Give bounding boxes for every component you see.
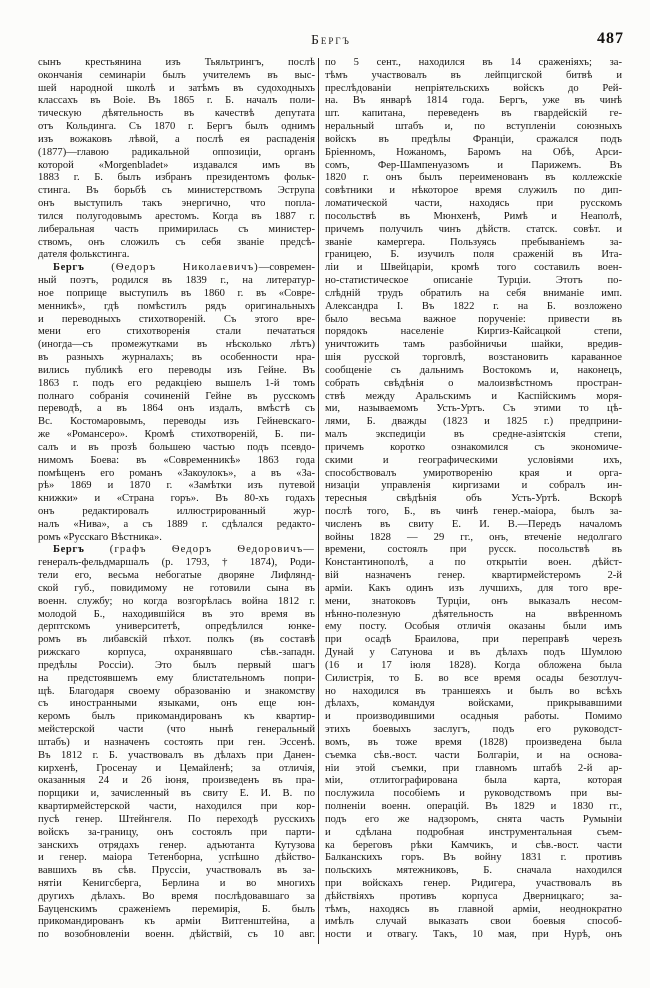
text-line: Бріенномъ, Ножаномъ, Баромъ на Обѣ, Арси- (325, 146, 622, 158)
text-line: времени, состоялъ при русск. посольствѣ въ (325, 544, 622, 556)
text-line: съ иностранными языками, онъ еще юн- (38, 698, 315, 710)
text-line: полненіи военн. операцій. Въ 1829 и 1830 гг., (325, 801, 622, 813)
text-line: на предстоявшемъ ему блистательномъ попри- (38, 672, 315, 684)
text-line: Александра I. Въ 1822 г. на Б. возложено (325, 300, 622, 312)
text-line: и сдѣлана подробная инструментальная съем- (325, 826, 622, 838)
entry-headword: Бергъ (53, 544, 85, 556)
text-line: лями, Б. дважды (1823 и 1825 г.) предприни- (325, 416, 622, 428)
text-line: молодой Б., находившійся въ это время въ (38, 608, 315, 620)
text-line: на. Въ январѣ 1814 года. Бергъ, уже въ чинѣ (325, 95, 622, 107)
text-line: (иногда—съ промежутками въ нѣсколько лѣтъ) (38, 339, 315, 351)
text-line: (16 и 17 іюля 1828). Когда обложена была (325, 659, 622, 671)
text-line: отъ Кольдинга. Съ 1870 г. Бергъ былъ однимъ (38, 121, 315, 133)
text-line: границею, Б. изучилъ поля сраженій въ Ита- (325, 249, 622, 261)
text-line: ломатической части, находясь при русскомъ (325, 198, 622, 210)
text-line: и переводныхъ стихотвореній. Съ этого вре- (38, 313, 315, 325)
text-line: Бергъ (Ѳедоръ Николаевичъ)—современ- (53, 262, 315, 274)
text-line: ка береговъ рѣки Камчикъ, и сѣв.-вост. части (325, 839, 622, 851)
text-line: ствомъ, онъ сложилъ съ себя званіе предсѣ- (38, 236, 315, 248)
text-line: уничтожить тамъ разбойничьи шайки, вредив- (325, 339, 622, 351)
text-line: генералъ-фельдмаршалъ (р. 1793, † 1874), Роди- (38, 557, 315, 569)
text-line: слѣдній трудъ обратилъ на себя вниманіе имп. (325, 287, 622, 299)
text-line: ской губ., повидимому не готовили сына въ (38, 582, 315, 594)
text-line: квартирмейстерской части, находился при кор- (38, 801, 315, 813)
text-line: вомъ, въ тоже время (1828) произведена была (325, 736, 622, 748)
text-line: либеральная часть примирилась съ министер- (38, 223, 315, 235)
text-line: сомъ, Фер-Шампенуазомъ и Парижемъ. Въ (325, 159, 622, 171)
text-line: совѣтники и нѣкоторое время служилъ по дип- (325, 185, 622, 197)
column-divider-rule (318, 58, 319, 944)
text-line: оказанныя 24 и 26 іюня, произведенъ въ пра- (38, 775, 315, 787)
text-line: ніи этой съемки, при главномъ штабѣ 2-й ар- (325, 762, 622, 774)
text-line: сообщеніе съ дальнимъ Востокомъ и, наконецъ, (325, 364, 622, 376)
text-line: нѣнно-полезную дѣятельность на ввѣренномъ (325, 608, 622, 620)
text-line: кирхенѣ, Гросенау и Цемайленѣ; за отличія, (38, 762, 315, 774)
text-line: которой «Morgenbladet» издавался имъ въ (38, 159, 315, 171)
text-line: міи, отлитографирована была карта, которая (325, 775, 622, 787)
text-line: войны 1828 — 29 гг., онъ, втеченіе недолгаго (325, 531, 622, 543)
text-line: и генер. маіора Тетенборна, успѣшно дѣйство- (38, 852, 315, 864)
text-line: вій назначенъ генер. квартирмейстеромъ 2-й (325, 570, 622, 582)
text-line: этихъ боевыхъ заслугъ, подъ его руководст- (325, 724, 622, 736)
text-line: но-статистическое описаніе Турціи. Этотъ по- (325, 275, 622, 287)
text-line: при осадѣ Браилова, при переправѣ черезъ (325, 634, 622, 646)
text-line: шт. капитана, переведенъ въ гвардейскій ге- (325, 108, 622, 120)
text-line: арміи. Какъ одинъ изъ лучшихъ, для того вре- (325, 582, 622, 594)
text-line: имѣлъ случай выказать свои боевыя способ- (325, 916, 622, 928)
text-line: занскихъ отрядахъ генер. адъютанта Кутузова (38, 839, 315, 851)
text-line: послужила пособіемъ и руководствомъ при вы- (325, 788, 622, 800)
text-line: нятіи Кенигсберга, Берлина и во многихъ (38, 878, 315, 889)
text-line: классахъ въ Boie. Въ 1865 г. Б. началъ поли- (38, 95, 315, 107)
text-line: и производившими осадныя работы. Помимо (325, 711, 622, 723)
text-line: причемъ получилъ чинъ дѣйств. статск. совѣт. и (325, 223, 622, 235)
text-line: полнаго собранія сочиненій Гейне въ русскомъ (38, 390, 315, 402)
text-line: тѣмъ участвовалъ въ лейпцигской битвѣ и (325, 69, 622, 81)
text-line: стинга. Въ борьбѣ съ министерствомъ Эструпа (38, 185, 315, 197)
text-line: порщики и, зачисленный въ свиту Е. И. В. по (38, 788, 315, 800)
text-line: при войскахъ генер. Ридигера, участвовалъ въ (325, 878, 622, 889)
text-line: въ разныхъ журналахъ; въ особенности нра- (38, 352, 315, 364)
page-header (38, 30, 624, 52)
text-column-left (38, 57, 315, 942)
text-line: шей народной школѣ и затѣмъ въ судоходныхъ (38, 82, 315, 94)
page-number: 487 (597, 30, 624, 47)
text-line: ности и отвагу. Такъ, 10 мая, при Нурѣ, онъ (325, 929, 622, 941)
text-line: съемка сѣв.-вост. части Болгаріи, и на основа- (325, 749, 622, 761)
text-line: Силистрія, то Б. во все время осады безотлуч- (325, 672, 622, 684)
text-line: ромъ «Русскаго Вѣстника». (38, 531, 162, 543)
text-line: 1883 г. Б. былъ избранъ президентомъ фольк- (38, 172, 315, 184)
text-line: войскъ за-границу, онъ состоялъ при парти- (38, 826, 315, 838)
text-line: низаціи управленія киргизами и собралъ ин- (325, 480, 622, 492)
text-line: предѣлы Россіи). Это былъ первый шагъ (38, 659, 315, 671)
text-line: ное поприще выступилъ въ 1860 г. въ «Совре- (38, 287, 315, 299)
text-line: численъ въ свиту Е. И. В.—Передъ началомъ (325, 518, 622, 530)
text-line: тическую дѣятельность въ качествѣ депутата (38, 108, 315, 120)
text-line: (1877)—главою радикальной оппозиціи, органъ (38, 146, 315, 158)
text-line: посольствѣ въ Мюнхенѣ, Римѣ и Неаполѣ, (325, 210, 622, 222)
text-line: Бауценскимъ сраженіемъ перемирія, Б. былъ (38, 903, 315, 915)
text-line: Константинополѣ, а по открытіи воен. дѣйст- (325, 557, 622, 569)
text-line: порядокъ населеніе Киргиз-Кайсацкой степи, (325, 326, 622, 338)
text-line: по 5 сент., находился въ 14 сраженіяхъ; за- (325, 57, 622, 68)
text-line: способствовалъ умиротворенію края и орга- (325, 467, 622, 479)
text-line: переводѣ, а въ 1864 онъ издалъ, вмѣстѣ съ (38, 403, 315, 415)
text-line: мени, знатоковъ Турціи, онъ выказалъ несом- (325, 595, 622, 607)
text-line: малъ экспедиціи въ средне-азіятскія степи, (325, 429, 622, 441)
running-title: Бергъ (311, 32, 351, 47)
text-line: ему посту. Особыя отличія оказаны были имъ (325, 621, 622, 633)
text-line: дателя фолькстинга. (38, 249, 130, 261)
text-column-right (325, 57, 622, 942)
text-line: войскъ въ предѣлы Франціи, сражался подъ (325, 133, 622, 145)
text-line: ный поэтъ, родился въ 1839 г., на литератур- (38, 275, 315, 287)
text-line: шія русской торговлѣ, возстановить караванное (325, 352, 622, 364)
text-line: собрать свѣдѣнія о малоизвѣстномъ простран- (325, 377, 622, 389)
text-line: сынъ крестьянина изъ Тьяльтрингъ, послѣ (38, 57, 315, 68)
text-line: дерптскомъ университетѣ, опредѣлился юнке- (38, 621, 315, 633)
entry-headword: Бергъ (53, 262, 85, 274)
text-line: онъ редактировалъ иллюстрированный жур- (38, 505, 315, 517)
text-line: окончанія семинаріи былъ учителемъ въ выс- (38, 69, 315, 81)
text-line: польскихъ мятежниковъ, Б. сначала находился (325, 865, 622, 877)
text-line: ліи и Швейцаріи, кромѣ того составилъ воен- (325, 262, 622, 274)
text-line: причемъ коротко ознакомился съ экономиче- (325, 441, 622, 453)
text-line: по возобновленіи военн. дѣйствій, съ 10 авг. (38, 929, 315, 941)
text-line: Дунай у Сатунова и въ дѣлахъ подъ Шумлою (325, 647, 622, 659)
text-line: рѣ» 1869 и 1870 г. «Замѣтки изъ путевой (38, 480, 315, 492)
text-line: подъ его же надзоромъ, снята часть Румыніи (325, 813, 622, 825)
text-line: другихъ дѣлахъ. Во время послѣдовавшаго за (38, 890, 315, 902)
entry-name-spaced: (Ѳедоръ Николаевичъ) (84, 262, 259, 274)
text-line: вавшихъ въ сѣв. Пруссіи, участвовалъ въ за- (38, 865, 315, 877)
text-line: щѣ. Благодаря своему образованію и знакомству (38, 685, 315, 697)
text-line: вились публикѣ его переводы изъ Гейне. Въ (38, 364, 315, 376)
text-line (38, 544, 315, 557)
text-line: книжки» и «Страна горъ». Въ 80-хъ годахъ (38, 493, 315, 505)
text-line: дѣлахъ, командуя войсками, прикрывавшими (325, 698, 622, 710)
text-line: мени его стихотворенія стали печататься (38, 326, 315, 338)
text-line: изъ вожаковъ лѣвой, а послѣ ея распаденія (38, 133, 315, 145)
text-line: скими и географическими условіями ихъ, (325, 454, 622, 466)
text-line: военн. службу; но когда возгорѣлась война 1812 г. (38, 595, 315, 607)
text-line: мейстерской части (что нынѣ генеральный (38, 724, 315, 736)
text-line: прикомандированъ къ арміи Витгенштейна, а (38, 916, 315, 928)
text-line: же «Романсеро». Кромѣ стихотвореній, Б. пи- (38, 429, 315, 441)
text-line: послѣ того, Б., въ чинѣ генер.-маіора, былъ за- (325, 505, 622, 517)
text-line: преслѣдованіи непріятельскихъ войскъ до Рей- (325, 82, 622, 94)
text-line: неральный штабъ и, по вступленіи союзныхъ (325, 121, 622, 133)
text-line: керомъ былъ прикомандированъ къ квартир- (38, 711, 315, 723)
text-line: но находился въ траншеяхъ и былъ во всѣхъ (325, 685, 622, 697)
text-line: ромъ въ либавскій пѣхот. полкъ (въ составѣ (38, 634, 315, 646)
text-line: рижскаго корпуса, охранявшаго сѣв.-западн. (38, 647, 315, 659)
text-line: дѣйствіяхъ противъ корпуса Дверницкаго; за- (325, 890, 622, 902)
text-line: званіе камергера. Пользуясь пребываніемъ за- (325, 236, 622, 248)
text-line: салъ и въ прозѣ большею частью подъ псевдо- (38, 441, 315, 453)
text-line: ствѣ между Аральскимъ и Каспійскимъ моря- (325, 390, 622, 402)
text-line: тересныя свѣдѣнія объ Усть-Уртѣ. Вскорѣ (325, 493, 622, 505)
text-line: налъ «Нива», а съ 1889 г. сдѣлался редакто- (38, 518, 315, 530)
text-line: было весьма важное порученіе: привести въ (325, 313, 622, 325)
text-line: Балканскихъ горъ. Въ войну 1831 г. противъ (325, 852, 622, 864)
text-line: ми, называемомъ Усть-Уртъ. Съ этими то цѣ- (325, 403, 622, 415)
text-line: тели его, весьма небогатые дворяне Лифлянд- (38, 570, 315, 582)
text-line: тѣмъ, находясь въ главной арміи, неоднократно (325, 903, 622, 915)
text-body (0, 57, 650, 988)
text-line: пусѣ генер. Штейнгеля. По переходѣ русскихъ (38, 813, 315, 825)
text-line: 1863 г. подъ его редакціею вышелъ 1-й томъ (38, 377, 315, 389)
text-line: тился полугодовымъ арестомъ. Когда въ 1887 г. (38, 210, 315, 222)
text-line: помѣщенъ его романъ «Закоулокъ», а въ «За- (38, 467, 315, 479)
text-line: штабъ) и назначенъ состоять при ген. Эссенѣ. (38, 736, 315, 748)
text-line: нимомъ Боева: въ «Современникѣ» 1863 года (38, 454, 315, 466)
text-line: онъ выступилъ такъ энергично, что попла- (38, 198, 315, 210)
text-line: Вс. Костомаровымъ, переводы изъ Гейневскаго- (38, 416, 315, 428)
text-line: менникѣ», гдѣ помѣстилъ рядъ оригинальныхъ (38, 300, 315, 312)
text-line: Въ 1812 г. Б. участвовалъ въ дѣлахъ при Данен- (38, 749, 315, 761)
entry-name-spaced: (графъ Ѳедоръ Ѳедоровичъ— (84, 544, 315, 556)
text-line: 1820 г. онъ былъ переименованъ въ коллежскіе (325, 172, 622, 184)
